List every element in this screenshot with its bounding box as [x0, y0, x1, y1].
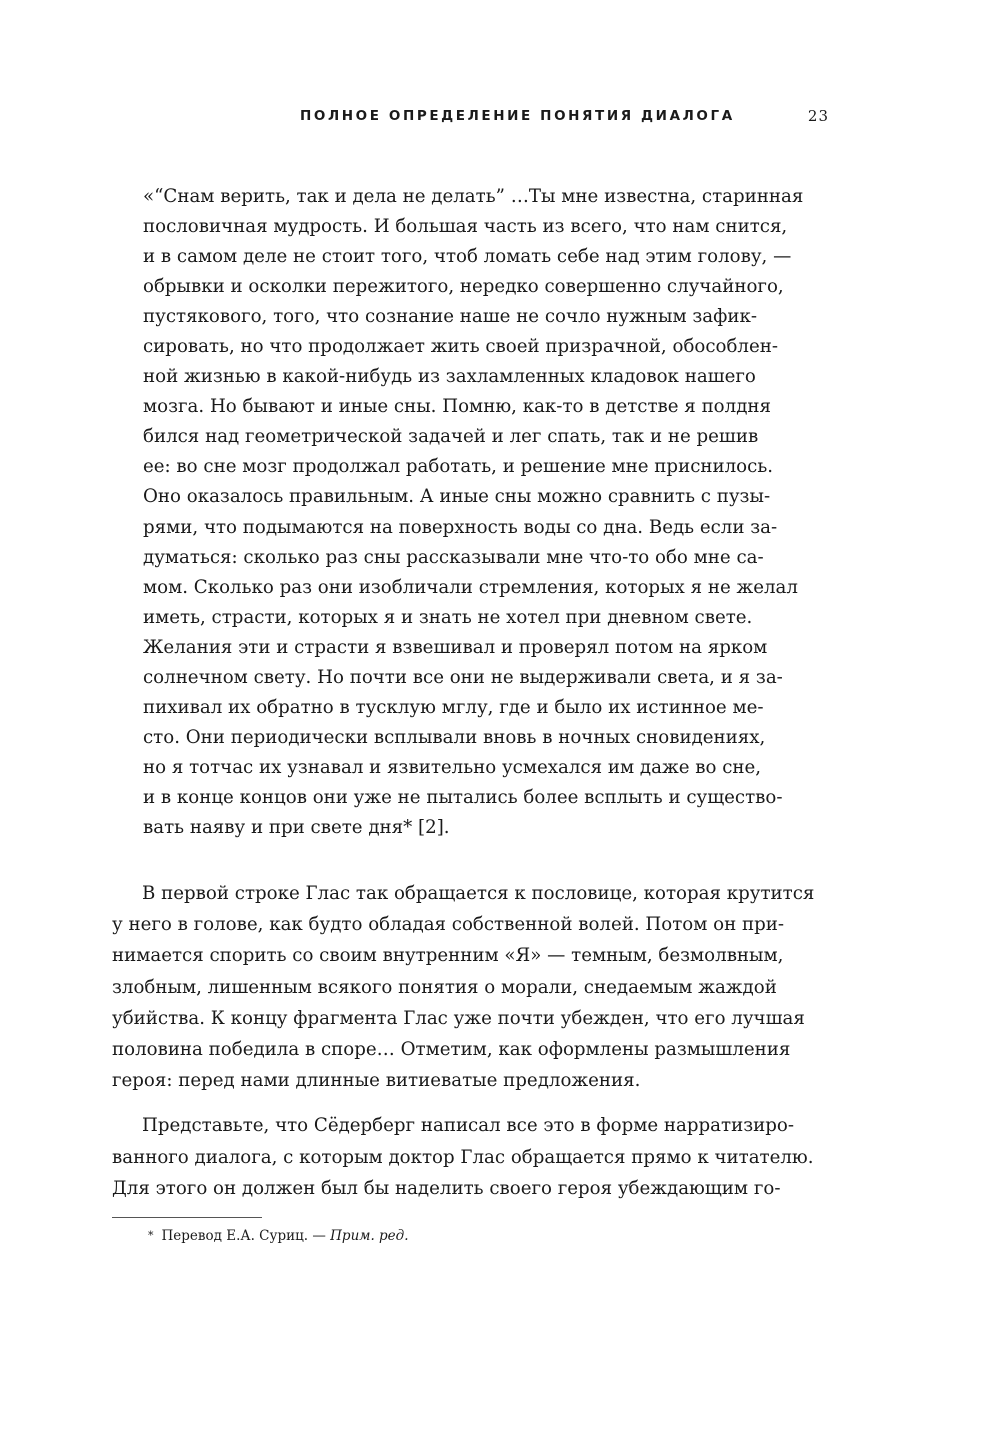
quote-line: ее: во сне мозг продолжал работать, и решение мне приснилось.	[143, 456, 773, 478]
quote-line: мозга. Но бывают и иные сны. Помню, как-то в детстве я полдня	[143, 396, 771, 418]
paragraph-line: ванного диалога, с которым доктор Глас обращается прямо к читателю.	[112, 1146, 814, 1168]
paragraph-line: нимается спорить со своим внутренним «Я» — темным, безмолвным,	[112, 945, 784, 967]
footnote-mark: *	[148, 1229, 154, 1242]
quote-line: иметь, страсти, которых я и знать не хотел при дневном свете.	[143, 606, 753, 628]
quote-line: пустякового, того, что сознание наше не сочло нужным зафик-	[143, 306, 758, 328]
running-head	[300, 106, 829, 128]
quote-line: «“Снам верить, так и дела не делать” …Ты мне известна, старинная	[143, 186, 804, 207]
quote-line: солнечном свету. Но почти все они не выдерживали света, и я за-	[143, 666, 783, 688]
paragraph-line: Для этого он должен был бы наделить своего героя убеждающим го-	[112, 1177, 781, 1199]
quote-line: Желания эти и страсти я взвешивал и проверял потом на ярком	[143, 636, 768, 658]
quote-line: рями, что подымаются на поверхность воды со дна. Ведь если за-	[143, 516, 778, 538]
footnote-text: Перевод Е.А. Суриц. —	[161, 1228, 331, 1244]
paragraph-line: Представьте, что Сёдерберг написал все это в форме нарратизиро-	[142, 1115, 794, 1137]
quote-line: ной жизнью в какой-нибудь из захламленных кладовок нашего	[143, 366, 756, 388]
paragraph-line: злобным, лишенным всякого понятия о морали, снедаемым жаждой	[112, 976, 777, 998]
paragraph-line: у него в голове, как будто обладая собственной волей. Потом он при-	[112, 914, 785, 936]
quote-line: сировать, но что продолжает жить своей призрачной, обособлен-	[143, 336, 779, 358]
quote-line: обрывки и осколки пережитого, нередко совершенно случайного,	[143, 276, 784, 298]
quote-line: пихивал их обратно в тусклую мглу, где и было их истинное ме-	[143, 696, 764, 718]
paragraph-line: половина победила в споре… Отметим, как оформлены размышления	[112, 1038, 791, 1060]
block-quote	[143, 182, 803, 843]
quote-line: вать наяву и при свете дня* [2].	[143, 816, 450, 838]
footnote-editor-note: Прим. ред.	[330, 1228, 409, 1244]
paragraph-line: В первой строке Глас так обращается к пословице, которая крутится	[142, 883, 815, 904]
paragraph-line: убийства. К концу фрагмента Глас уже почти убежден, что его лучшая	[112, 1007, 805, 1029]
quote-line: пословичная мудрость. И большая часть из всего, что нам снится,	[143, 216, 788, 238]
body-text	[112, 878, 832, 1204]
quote-line: и в самом деле не стоит того, чтоб ломать себе над этим голову, —	[143, 246, 792, 268]
paragraph-1	[112, 878, 832, 1096]
quote-line: сто. Они периодически всплывали вновь в ночных сновидениях,	[143, 726, 766, 748]
footnote-divider	[112, 1217, 262, 1218]
quote-line: Оно оказалось правильным. А иные сны можно сравнить с пузы-	[143, 486, 771, 508]
paragraph-line: героя: перед нами длинные витиеватые предложения.	[112, 1070, 641, 1092]
page-number: 23	[807, 107, 829, 125]
quote-line: мом. Сколько раз они изобличали стремления, которых я не желал	[143, 576, 798, 598]
footnote	[148, 1226, 409, 1246]
quote-line: бился над геометрической задачей и лег спать, так и не решив	[143, 426, 759, 448]
paragraph-2	[112, 1110, 832, 1204]
running-title: ПОЛНОЕ ОПРЕДЕЛЕНИЕ ПОНЯТИЯ ДИАЛОГА	[300, 108, 735, 124]
quote-line: и в конце концов они уже не пытались более всплыть и существо-	[143, 786, 783, 808]
paragraph-gap	[112, 1096, 832, 1110]
quote-line: но я тотчас их узнавал и язвительно усмехался им даже во сне,	[143, 756, 762, 778]
quote-line: думаться: сколько раз сны рассказывали мне что-то обо мне са-	[143, 546, 764, 568]
